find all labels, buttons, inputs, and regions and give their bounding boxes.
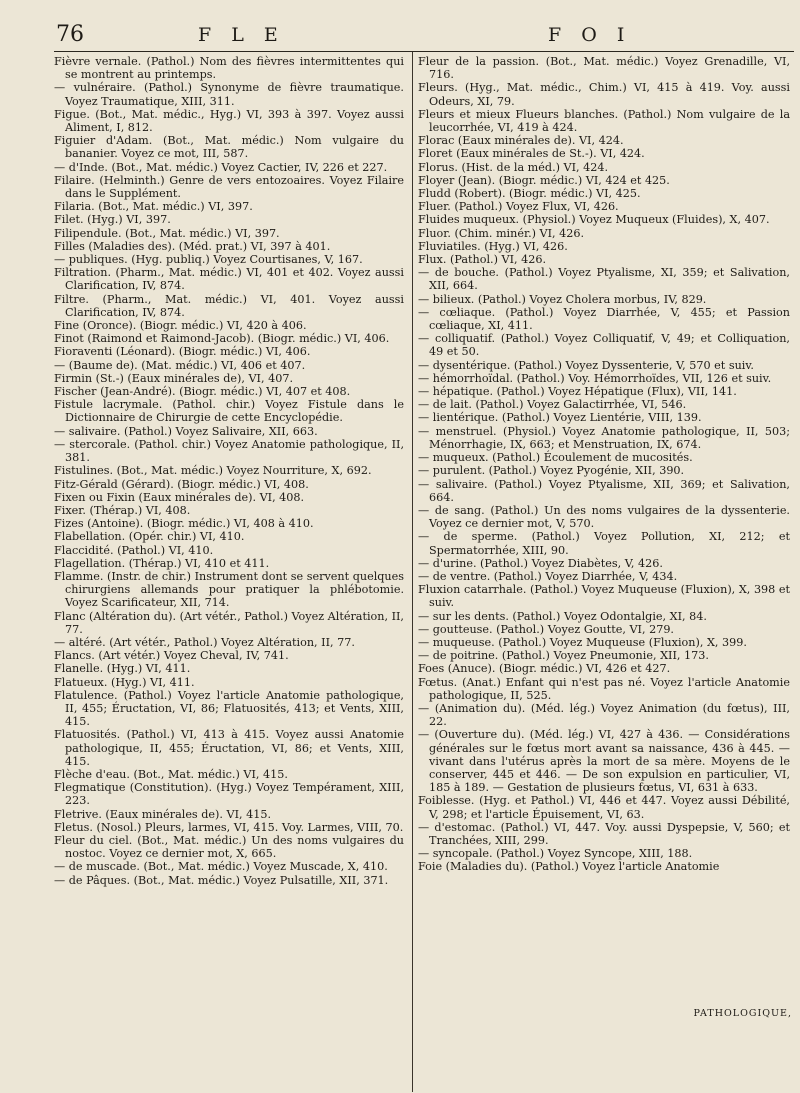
entry: Fine (Oronce). (Biogr. médic.) VI, 420 à 406. [54, 319, 307, 333]
entry: — de bouche. (Pathol.) Voyez Ptyalisme, XI, 359; et Salivation, XII, 664. [418, 266, 790, 293]
entry: Filtration. (Pharm., Mat. médic.) VI, 401 et 402. Voyez aussi Clarification, IV, 874. [54, 266, 404, 293]
entry: Fleur du ciel. (Bot., Mat. médic.) Un des noms vulgaires du nostoc. Voyez ce dernier mot, X, 665. [54, 833, 404, 861]
entry: Firmin (St.-) (Eaux minérales de), VI, 407. [54, 371, 293, 385]
entry: — salivaire. (Pathol.) Voyez Ptyalisme, XII, 369; et Salivation, 664. [418, 477, 790, 504]
right-heading: F O I [548, 24, 632, 46]
page-number: 76 [56, 22, 84, 47]
entry: — (Baume de). (Mat. médic.) VI, 406 et 407. [54, 358, 306, 372]
entry: — d'estomac. (Pathol.) VI, 447. Voy. aussi Dyspepsie, V, 560; et Tranchées, XIII, 299. [418, 820, 790, 847]
entry: Finot (Raimond et Raimond-Jacob). (Biogr. médic.) VI, 406. [54, 332, 390, 346]
entry: Fistulines. (Bot., Mat. médic.) Voyez Nourriture, X, 692. [54, 464, 372, 478]
entry: Fixer. (Thérap.) VI, 408. [54, 503, 191, 517]
entry: Fitz-Gérald (Gérard). (Biogr. médic.) VI, 408. [54, 477, 309, 491]
right-column [418, 55, 790, 874]
entry: — colliquatif. (Pathol.) Voyez Colliquatif, V, 49; et Colliquation, 49 et 50. [418, 332, 790, 359]
entry: — d'Inde. (Bot., Mat. médic.) Voyez Cactier, IV, 226 et 227. [54, 160, 388, 174]
entry: Fluor. (Chim. minér.) VI, 426. [418, 226, 585, 240]
running-header [0, 22, 800, 52]
entry: Florac (Eaux minérales de). VI, 424. [418, 134, 624, 148]
entry: Foes (Anuce). (Biogr. médic.) VI, 426 et 427. [418, 662, 671, 676]
entry: Fluxion catarrhale. (Pathol.) Voyez Muqueuse (Fluxion), X, 398 et suiv. [418, 583, 790, 610]
entry: — lientérique. (Pathol.) Voyez Lientérie, VIII, 139. [418, 411, 702, 425]
entry: Fludd (Robert). (Biogr. médic.) VI, 425. [418, 187, 641, 201]
entry: Fleurs et mieux Flueurs blanches. (Pathol.) Nom vulgaire de la leucorrhée, VI, 419 à 424. [418, 107, 790, 135]
entry: Foie (Maladies du). (Pathol.) Voyez l'article Anatomie [418, 860, 720, 874]
catchword: PATHOLOGIQUE, [693, 1008, 792, 1019]
entry: Fletus. (Nosol.) Pleurs, larmes, VI, 415. Voy. Larmes, VIII, 70. [54, 820, 404, 834]
entry: — de muscade. (Bot., Mat. médic.) Voyez Muscade, X, 410. [54, 860, 388, 874]
entry: Flabellation. (Opér. chir.) VI, 410. [54, 530, 245, 544]
entry: Fioraventi (Léonard). (Biogr. médic.) VI, 406. [54, 345, 311, 359]
entry: Fluides muqueux. (Physiol.) Voyez Muqueux (Fluides), X, 407. [418, 213, 770, 227]
entry: Figue. (Bot., Mat. médic., Hyg.) VI, 393 à 397. Voyez aussi Aliment, I, 812. [54, 107, 404, 135]
column-separator [412, 52, 413, 1092]
entry: — altéré. (Art vétér., Pathol.) Voyez Altération, II, 77. [54, 635, 355, 649]
entry: Flatulence. (Pathol.) Voyez l'article Anatomie pathologique, II, 455; Éructation, VI, 86; Flatuosités, 413; et Vents, XIII, 415. [54, 688, 404, 729]
entry: — cœliaque. (Pathol.) Voyez Diarrhée, V, 455; et Passion cœliaque, XI, 411. [418, 305, 790, 333]
entry: Figuier d'Adam. (Bot., Mat. médic.) Nom vulgaire du bananier. Voyez ce mot, III, 587. [54, 134, 404, 161]
entry: — muqueux. (Pathol.) Écoulement de mucosités. [418, 451, 693, 465]
entry: — de poitrine. (Pathol.) Voyez Pneumonie, XII, 173. [418, 649, 709, 663]
entry: Flanelle. (Hyg.) VI, 411. [54, 662, 191, 676]
entry: Floyer (Jean). (Biogr. médic.) VI, 424 et 425. [418, 173, 670, 187]
entry: Fleur de la passion. (Bot., Mat. médic.) Voyez Grenadille, VI, 716. [418, 55, 790, 82]
left-column [54, 55, 404, 887]
entry: Fluviatiles. (Hyg.) VI, 426. [418, 239, 568, 253]
entry: — de ventre. (Pathol.) Voyez Diarrhée, V, 434. [418, 569, 678, 583]
entry: Flux. (Pathol.) VI, 426. [418, 253, 547, 267]
entry: — bilieux. (Pathol.) Voyez Cholera morbus, IV, 829. [418, 292, 707, 306]
entry: Fletrive. (Eaux minérales de). VI, 415. [54, 807, 272, 821]
entry: Flegmatique (Constitution). (Hyg.) Voyez Tempérament, XIII, 223. [54, 781, 404, 808]
entry: — menstruel. (Physiol.) Voyez Anatomie pathologique, II, 503; Ménorrhagie, IX, 663; et Menstruation, IX, 674. [418, 424, 790, 451]
entry: — purulent. (Pathol.) Voyez Pyogénie, XII, 390. [418, 464, 685, 478]
entry: Flancs. (Art vétér.) Voyez Cheval, IV, 741. [54, 649, 289, 663]
entry: Flatueux. (Hyg.) VI, 411. [54, 675, 195, 689]
entry: Flanc (Altération du). (Art vétér., Pathol.) Voyez Altération, II, 77. [54, 609, 404, 636]
entry: Filaria. (Bot., Mat. médic.) VI, 397. [54, 200, 253, 214]
entry: Flamme. (Instr. de chir.) Instrument dont se servent quelques chirurgiens allemands pour pratiquer la phlébotomie. Voyez Scarificateur, XII, 714. [54, 569, 404, 610]
left-heading: F L E [198, 24, 285, 46]
entry: — dysentérique. (Pathol.) Voyez Dyssenterie, V, 570 et suiv. [418, 358, 754, 372]
entry: Filles (Maladies des). (Méd. prat.) VI, 397 à 401. [54, 239, 331, 253]
entry: Fizes (Antoine). (Biogr. médic.) VI, 408 à 410. [54, 517, 314, 531]
entry: Filet. (Hyg.) VI, 397. [54, 213, 171, 227]
entry: Filipendule. (Bot., Mat. médic.) VI, 397. [54, 226, 280, 240]
entry: — stercorale. (Pathol. chir.) Voyez Anatomie pathologique, II, 381. [54, 437, 404, 465]
entry: — muqueuse. (Pathol.) Voyez Muqueuse (Fluxion), X, 399. [418, 635, 747, 649]
entry: — vulnéraire. (Pathol.) Synonyme de fièvre traumatique. Voyez Traumatique, XIII, 311. [54, 81, 404, 108]
entry: — de sperme. (Pathol.) Voyez Pollution, XI, 212; et Spermatorrhée, XIII, 90. [418, 530, 790, 557]
entry: Flagellation. (Thérap.) VI, 410 et 411. [54, 556, 270, 570]
entry: — de Pâques. (Bot., Mat. médic.) Voyez Pulsatille, XII, 371. [54, 873, 389, 887]
entry: — de lait. (Pathol.) Voyez Galactirrhée, VI, 546. [418, 398, 687, 412]
entry: Floret (Eaux minérales de St.-). VI, 424. [418, 147, 645, 161]
entry: Filtre. (Pharm., Mat. médic.) VI, 401. Voyez aussi Clarification, IV, 874. [54, 292, 404, 319]
entry: Foiblesse. (Hyg. et Pathol.) VI, 446 et 447. Voyez aussi Débilité, V, 298; et l'article Épuisement, VI, 63. [418, 794, 790, 821]
entry: — sur les dents. (Pathol.) Voyez Odontalgie, XI, 84. [418, 609, 707, 623]
entry: Fischer (Jean-André). (Biogr. médic.) VI, 407 et 408. [54, 385, 351, 399]
entry: — de sang. (Pathol.) Un des noms vulgaires de la dyssenterie. Voyez ce dernier mot, V, 570. [418, 503, 790, 531]
entry: — (Ouverture du). (Méd. lég.) VI, 427 à 436. — Considérations générales sur le fœtus mort avant sa naissance, 436 à 445. — vivant dans l'utérus après la mort de sa mère. Moyens de le conserver, 445 et 446. — De son expulsion en particulier, VI, 185 à 189. — Gestation de plusieurs fœtus, VI, 631 à 633. [418, 728, 790, 795]
entry: Fistule lacrymale. (Pathol. chir.) Voyez Fistule dans le Dictionnaire de Chirurgie de cette Encyclopédie. [54, 398, 404, 425]
header-rule [54, 51, 794, 52]
entry: Fœtus. (Anat.) Enfant qui n'est pas né. Voyez l'article Anatomie pathologique, II, 525. [418, 675, 790, 702]
entry: Fièvre vernale. (Pathol.) Nom des fièvres intermittentes qui se montrent au printemps. [54, 55, 404, 82]
entry: — d'urine. (Pathol.) Voyez Diabètes, V, 426. [418, 556, 663, 570]
entry: — hémorrhoïdal. (Pathol.) Voy. Hémorrhoïdes, VII, 126 et suiv. [418, 371, 772, 385]
entry: — syncopale. (Pathol.) Voyez Syncope, XIII, 188. [418, 847, 693, 861]
entry: Flèche d'eau. (Bot., Mat. médic.) VI, 415. [54, 767, 288, 781]
entry: Flatuosités. (Pathol.) VI, 413 à 415. Voyez aussi Anatomie pathologique, II, 455; Éructation, VI, 86; et Vents, XIII, 415. [54, 728, 404, 768]
entry: Fluer. (Pathol.) Voyez Flux, VI, 426. [418, 200, 619, 214]
entry: — publiques. (Hyg. publiq.) Voyez Courtisanes, V, 167. [54, 253, 363, 267]
entry: — salivaire. (Pathol.) Voyez Salivaire, XII, 663. [54, 424, 318, 438]
entry: — goutteuse. (Pathol.) Voyez Goutte, VI, 279. [418, 622, 674, 636]
entry: Florus. (Hist. de la méd.) VI, 424. [418, 160, 609, 174]
entry: Flaccidité. (Pathol.) VI, 410. [54, 543, 214, 557]
entry: — hépatique. (Pathol.) Voyez Hépatique (Flux), VII, 141. [418, 385, 737, 399]
entry: Fixen ou Fixin (Eaux minérales de). VI, 408. [54, 490, 305, 504]
entry: — (Animation du). (Méd. lég.) Voyez Animation (du fœtus), III, 22. [418, 701, 790, 729]
entry: Filaire. (Helminth.) Genre de vers entozoaires. Voyez Filaire dans le Supplément. [54, 173, 404, 201]
entry: Fleurs. (Hyg., Mat. médic., Chim.) VI, 415 à 419. Voy. aussi Odeurs, XI, 79. [418, 81, 790, 108]
